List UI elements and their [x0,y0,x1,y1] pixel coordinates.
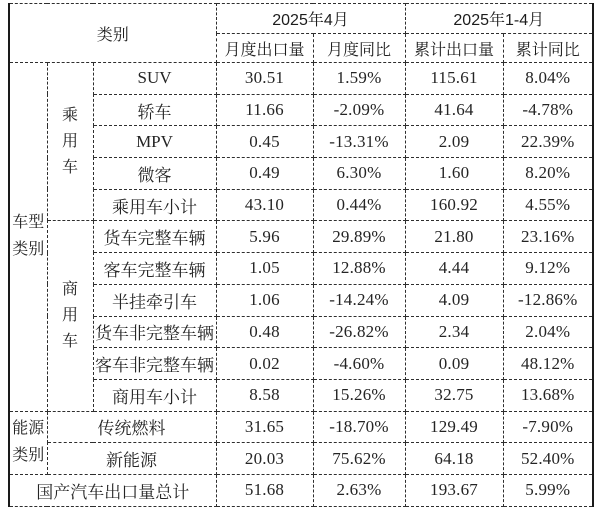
cell-cumulative-yoy: 13.68% [503,379,593,411]
cell-monthly-yoy: -4.60% [313,348,405,380]
group-energy-label: 能源类别 [12,420,45,464]
cell-cumulative-yoy: 2.04% [503,316,593,348]
table-row-truck-incomplete [9,316,593,348]
cell-monthly-yoy: -18.70% [313,411,405,443]
group-vehicle-type-label: 车型类别 [12,214,45,258]
cell-cumulative-volume: 129.49 [405,411,503,443]
cell-monthly-yoy: 29.89% [313,221,405,253]
row-label: 商用车小计 [93,379,216,411]
cell-monthly-volume: 8.58 [216,379,313,411]
cell-cumulative-volume: 115.61 [405,63,503,95]
vehicle-export-table [8,3,594,507]
cell-cumulative-yoy: -12.86% [503,284,593,316]
cell-cumulative-yoy: 5.99% [503,474,593,506]
cell-cumulative-volume: 21.80 [405,221,503,253]
cell-monthly-volume: 11.66 [216,94,313,126]
group-energy [9,411,47,474]
header-cumulative-volume: 累计出口量 [405,34,503,63]
group-vehicle-type [9,63,47,412]
row-label: 乘用车小计 [93,189,216,221]
cell-monthly-volume: 0.02 [216,348,313,380]
cell-monthly-yoy: 6.30% [313,158,405,190]
cell-monthly-volume: 51.68 [216,474,313,506]
row-label: 客车完整车辆 [93,253,216,285]
table-row-minivan [9,158,593,190]
cell-monthly-volume: 1.05 [216,253,313,285]
cell-cumulative-yoy: 8.04% [503,63,593,95]
table-row-mpv [9,126,593,158]
table-row-sedan [9,94,593,126]
cell-monthly-yoy: 2.63% [313,474,405,506]
cell-cumulative-yoy: 4.55% [503,189,593,221]
cell-cumulative-volume: 32.75 [405,379,503,411]
cell-monthly-volume: 1.06 [216,284,313,316]
cell-monthly-volume: 30.51 [216,63,313,95]
cell-cumulative-volume: 2.09 [405,126,503,158]
cell-cumulative-volume: 160.92 [405,189,503,221]
subgroup-commercial-label: 商用车 [61,281,78,350]
table-row-total [9,474,593,506]
cell-cumulative-volume: 2.34 [405,316,503,348]
cell-monthly-volume: 5.96 [216,221,313,253]
cell-cumulative-yoy: -7.90% [503,411,593,443]
cell-monthly-volume: 43.10 [216,189,313,221]
cell-monthly-yoy: 1.59% [313,63,405,95]
table-row-commercial-subtotal [9,379,593,411]
table-row-bus-complete [9,253,593,285]
cell-monthly-volume: 0.49 [216,158,313,190]
subgroup-passenger-label: 乘用车 [61,106,78,176]
cell-cumulative-volume: 4.44 [405,253,503,285]
subgroup-commercial [47,221,93,411]
cell-monthly-yoy: 75.62% [313,443,405,475]
cell-cumulative-volume: 193.67 [405,474,503,506]
cell-monthly-yoy: 15.26% [313,379,405,411]
table-row-passenger-subtotal [9,189,593,221]
cell-cumulative-volume: 64.18 [405,443,503,475]
cell-monthly-volume: 0.48 [216,316,313,348]
cell-monthly-yoy: -26.82% [313,316,405,348]
cell-monthly-volume: 0.45 [216,126,313,158]
table-row-bus-incomplete [9,348,593,380]
table-row-truck-complete [9,221,593,253]
cell-monthly-yoy: 12.88% [313,253,405,285]
row-label: 半挂牵引车 [93,284,216,316]
cell-monthly-volume: 20.03 [216,443,313,475]
header-row-periods [9,4,593,34]
cell-cumulative-yoy: 48.12% [503,348,593,380]
row-label: 新能源 [47,443,216,475]
cell-monthly-yoy: -13.31% [313,126,405,158]
row-label: MPV [93,126,216,158]
row-label: 传统燃料 [47,411,216,443]
table-row-semi-trailer-tractor [9,284,593,316]
cell-cumulative-yoy: 52.40% [503,443,593,475]
cell-monthly-volume: 31.65 [216,411,313,443]
cell-cumulative-yoy: 23.16% [503,221,593,253]
row-label: 货车完整车辆 [93,221,216,253]
cell-monthly-yoy: -2.09% [313,94,405,126]
row-label: 轿车 [93,94,216,126]
cell-cumulative-yoy: 22.39% [503,126,593,158]
row-label: 客车非完整车辆 [93,348,216,380]
cell-cumulative-yoy: -4.78% [503,94,593,126]
header-monthly-yoy: 月度同比 [313,34,405,63]
subgroup-passenger [47,63,93,221]
cell-monthly-yoy: -14.24% [313,284,405,316]
cell-cumulative-volume: 0.09 [405,348,503,380]
row-label: SUV [93,63,216,95]
cell-cumulative-yoy: 9.12% [503,253,593,285]
row-label: 微客 [93,158,216,190]
row-label-total: 国产汽车出口量总计 [9,474,216,506]
cell-monthly-yoy: 0.44% [313,189,405,221]
cell-cumulative-volume: 41.64 [405,94,503,126]
cell-cumulative-volume: 1.60 [405,158,503,190]
header-monthly-volume: 月度出口量 [216,34,313,63]
table-row-traditional-fuel [9,411,593,443]
table-row-suv [9,63,593,95]
header-period-jan-apr: 2025年1-4月 [405,4,593,34]
row-label: 货车非完整车辆 [93,316,216,348]
cell-cumulative-volume: 4.09 [405,284,503,316]
header-cumulative-yoy: 累计同比 [503,34,593,63]
header-period-april: 2025年4月 [216,4,405,34]
header-category: 类别 [9,4,216,63]
cell-cumulative-yoy: 8.20% [503,158,593,190]
table-row-new-energy [9,443,593,475]
